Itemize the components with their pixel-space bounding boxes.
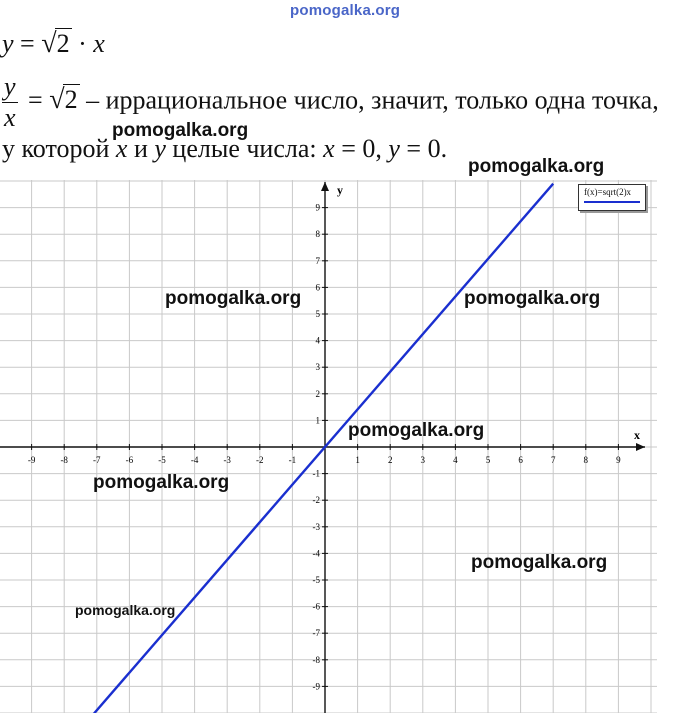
x-tick-label: -6 xyxy=(125,455,134,465)
x-tick-label: 7 xyxy=(550,455,556,465)
y-tick-label: -9 xyxy=(312,681,320,692)
formula2-eq: = xyxy=(21,85,50,115)
y-tick-label: 6 xyxy=(315,282,320,293)
legend-label: f(x)=sqrt(2)x xyxy=(584,187,632,197)
y-tick-label: -1 xyxy=(312,468,320,479)
x-tick-label: 1 xyxy=(355,455,360,465)
x-axis-label: x xyxy=(634,428,640,442)
sqrt-radicand-2: 2 xyxy=(64,85,78,115)
watermark-4: pomogalka.org xyxy=(464,288,601,309)
fraction-denominator: x xyxy=(4,103,16,132)
watermark-5: pomogalka.org xyxy=(348,420,485,441)
sqrt-expression: √2 xyxy=(41,28,70,59)
y-tick-label: -2 xyxy=(312,495,320,506)
f3-y2: y xyxy=(388,134,400,163)
formula-line-2 xyxy=(2,74,659,131)
fraction-y-over-x xyxy=(2,74,18,131)
x-tick-label: 4 xyxy=(453,455,458,465)
y-tick-label: -7 xyxy=(312,628,320,639)
x-tick-label: -9 xyxy=(27,455,36,465)
x-tick-label: 9 xyxy=(616,455,621,465)
y-tick-label: 1 xyxy=(315,415,320,426)
x-tick-label: 8 xyxy=(583,455,589,465)
watermark-6: pomogalka.org xyxy=(93,472,230,493)
x-tick-label: 6 xyxy=(518,455,523,465)
x-tick-label: -3 xyxy=(223,455,231,465)
y-tick-label: -5 xyxy=(312,575,320,585)
x-axis-arrow xyxy=(636,443,645,451)
formula1-eq: = xyxy=(13,29,42,58)
watermark-3: pomogalka.org xyxy=(165,288,302,309)
y-tick-label: 5 xyxy=(315,309,320,319)
f3-t4: = 0, xyxy=(334,134,389,163)
watermark-7: pomogalka.org xyxy=(471,552,608,573)
sqrt-radicand: 2 xyxy=(56,29,70,58)
y-axis-arrow xyxy=(321,182,329,191)
f3-t2: и xyxy=(127,134,155,163)
watermark-2: pomogalka.org xyxy=(468,156,605,177)
y-tick-label: -6 xyxy=(312,601,320,612)
formula-line-1 xyxy=(2,28,105,60)
y-tick-label: -4 xyxy=(312,548,320,559)
x-tick-label: -5 xyxy=(158,455,166,465)
x-tick-label: -1 xyxy=(288,455,297,465)
x-tick-label: -4 xyxy=(190,455,199,465)
formula1-dot: · xyxy=(71,29,94,58)
sqrt-expression-2: √2 xyxy=(49,84,78,116)
x-tick-label: -2 xyxy=(256,455,264,465)
f3-x2: x xyxy=(323,134,335,163)
watermark-8: pomogalka.org xyxy=(75,602,176,618)
y-tick-label: 2 xyxy=(315,388,320,399)
legend-line xyxy=(584,201,640,203)
x-tick-label: 3 xyxy=(420,455,426,465)
y-tick-label: 4 xyxy=(315,335,320,346)
chart-legend xyxy=(578,184,646,211)
x-tick-label: 5 xyxy=(485,455,491,465)
watermark-top: pomogalka.org xyxy=(290,2,401,19)
f3-y: y xyxy=(154,134,166,163)
f3-t3: целые числа: xyxy=(165,134,324,163)
y-tick-label: 9 xyxy=(315,202,320,213)
f3-x: x xyxy=(115,134,128,163)
y-axis-label: y xyxy=(337,183,343,197)
watermark-1: pomogalka.org xyxy=(112,120,249,141)
f3-t5: = 0. xyxy=(399,134,448,163)
x-tick-label: 2 xyxy=(387,455,393,465)
formula2-text: – иррациональное число, значит, только одна точка, xyxy=(79,85,659,115)
y-tick-label: -8 xyxy=(312,654,320,665)
y-tick-label: 7 xyxy=(315,255,320,266)
formula1-lhs: y xyxy=(2,29,14,58)
fraction-numerator: y xyxy=(4,72,16,101)
y-tick-label: 3 xyxy=(315,362,320,373)
x-tick-label: -8 xyxy=(60,455,68,465)
f3-t1: у которой xyxy=(2,134,116,163)
formula1-var: x xyxy=(93,29,105,58)
y-tick-label: 8 xyxy=(315,229,320,240)
x-tick-label: -7 xyxy=(93,455,101,465)
y-tick-label: -3 xyxy=(312,521,320,532)
